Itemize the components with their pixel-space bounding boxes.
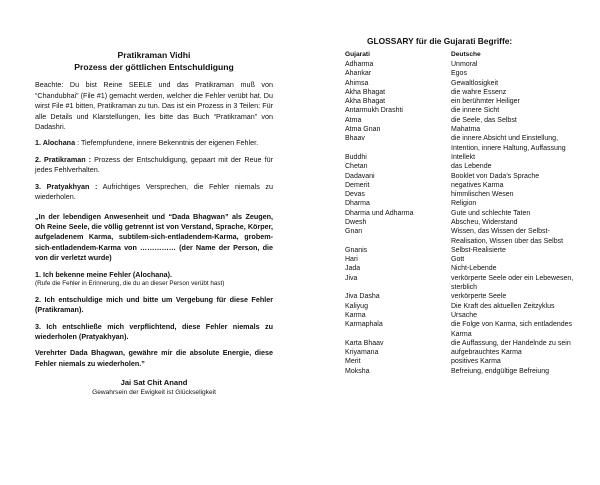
prayer-closing: Verehrter Dada Bhagwan, gewähre mir die absolute Energie, diese Fehler niemals zu wiederholen.” xyxy=(35,348,273,368)
step-pratikraman xyxy=(35,155,273,176)
glossary-definition: die Folge von Karma, sich entladendes Karma xyxy=(451,321,573,338)
intro-paragraph: Beachte: Du bist Reine SEELE und das Pratikraman muß von “Chandubhai” (File #1) gemacht werden, welcher die Fehler verübt hat. Du wirst File #1 bitten, Pratikraman zu tun. Das ist ein Prozess in 3 Teilen: Für alle Details und Klarstellungen, lies bitte das Buch “Pratikraman” von Dadashri. xyxy=(35,80,273,131)
glossary-row xyxy=(345,172,575,181)
glossary-term: Merit xyxy=(345,358,361,366)
glossary-definition: die Auffassung, der Handelnde zu sein xyxy=(451,339,571,347)
glossary-definition: Gute und schlechte Taten xyxy=(451,209,531,217)
glossary-term: Kaliyug xyxy=(345,302,368,310)
step-term: 2. Pratikraman : xyxy=(35,154,92,164)
glossary-term: Jiva xyxy=(345,274,358,282)
glossary-row xyxy=(345,153,575,162)
glossary-term: Ahankar xyxy=(345,70,372,78)
step-text: Aufrichtiges Versprechen, die Fehler niemals zu wiederholen. xyxy=(35,181,274,202)
glossary-definition: Booklet von Dada’s Sprache xyxy=(451,172,540,180)
glossary-definition: die Seele, das Selbst xyxy=(451,116,517,124)
glossary-header-def: Deutsche xyxy=(451,51,481,59)
step-alochana xyxy=(35,138,273,148)
pratikraman-subtitle: Prozess der göttlichen Entschuldigung xyxy=(74,61,234,72)
glossary-term: Chetan xyxy=(345,163,368,171)
glossary-term: Adharma xyxy=(345,60,374,68)
glossary-definition: Befreiung, endgültige Befreiung xyxy=(451,367,550,375)
glossary-row xyxy=(345,190,575,199)
glossary-definition: aufgebrauchtes Karma xyxy=(451,349,522,357)
glossary-row xyxy=(345,134,575,153)
glossary-definition: Abscheu, Widerstand xyxy=(451,218,518,226)
glossary-row xyxy=(345,274,575,293)
glossary-row xyxy=(345,255,575,264)
glossary-term: Karta Bhaav xyxy=(345,339,384,347)
glossary-list xyxy=(345,60,575,376)
step-text: Prozess der Entschuldigung, gepaart mit der Reue für jedes Fehlverhalten. xyxy=(35,154,273,175)
glossary-definition: die innere Absicht und Einstellung, Intention, innere Haltung, Auffassung xyxy=(451,135,566,152)
glossary-row xyxy=(345,367,575,376)
glossary-definition: Wissen, das Wissen der Selbst-Realisation, Wissen über das Selbst xyxy=(451,228,564,245)
glossary-definition: die wahre Essenz xyxy=(451,88,507,96)
glossary-definition: positives Karma xyxy=(451,358,501,366)
prayer-confess xyxy=(35,270,273,289)
glossary-term: Dwesh xyxy=(345,218,367,226)
glossary-term: Devas xyxy=(345,191,365,199)
glossary-row xyxy=(345,311,575,320)
glossary-term: Demerit xyxy=(345,181,370,189)
glossary-row xyxy=(345,227,575,246)
prayer-confess-note: (Rufe die Fehler in Erinnerung, die du an dieser Person verübt hast) xyxy=(35,280,225,288)
glossary-row xyxy=(345,302,575,311)
prayer-apologize: 2. Ich entschuldige mich und bitte um Vergebung für diese Fehler (Pratikraman). xyxy=(35,294,273,315)
glossary-term: Akha Bhagat xyxy=(345,88,386,96)
glossary-row xyxy=(345,320,575,339)
glossary-definition: negatives Karma xyxy=(451,181,504,189)
glossary-term: Antarmukh Drashti xyxy=(345,107,403,115)
step-term: 1. Alochana xyxy=(35,138,76,148)
glossary-row xyxy=(345,116,575,125)
glossary-row xyxy=(345,106,575,115)
glossary-row xyxy=(345,181,575,190)
glossary-term: Atma xyxy=(345,116,362,124)
glossary-definition: himmlischen Wesen xyxy=(451,191,514,199)
glossary-term: Kriyamana xyxy=(345,349,379,357)
jai-subtitle: Gewahrsein der Ewigkeit ist Glückseligkeit xyxy=(92,389,216,397)
glossary-row xyxy=(345,199,575,208)
glossary-definition: das Lebende xyxy=(451,163,492,171)
glossary-row xyxy=(345,339,575,348)
step-term: 3. Pratyakhyan : xyxy=(35,181,98,191)
glossary-row xyxy=(345,264,575,273)
glossary-title: GLOSSARY für die Gujarati Begriffe: xyxy=(367,36,513,46)
glossary-row xyxy=(345,69,575,78)
glossary-row xyxy=(345,162,575,171)
glossary-definition: Ursache xyxy=(451,311,478,319)
glossary-column xyxy=(345,36,575,376)
glossary-definition: Unmoral xyxy=(451,60,478,68)
glossary-term: Gnan xyxy=(345,228,363,236)
pratikraman-column xyxy=(35,48,273,398)
glossary-definition: Selbst-Realisierte xyxy=(451,246,506,254)
glossary-row xyxy=(345,79,575,88)
glossary-definition: Die Kraft des aktuellen Zeitzyklus xyxy=(451,302,555,310)
glossary-definition: verkörperte Seele xyxy=(451,293,507,301)
glossary-term: Bhaav xyxy=(345,135,365,143)
glossary-definition: Gott xyxy=(451,256,465,264)
glossary-row xyxy=(345,97,575,106)
glossary-row xyxy=(345,88,575,97)
glossary-definition: Gewaltlosigkeit xyxy=(451,79,499,87)
pratikraman-title: Pratikraman Vidhi xyxy=(117,50,191,60)
glossary-row xyxy=(345,348,575,357)
glossary-term: Ahimsa xyxy=(345,79,369,87)
jai-sat-chit-anand: Jai Sat Chit Anand xyxy=(120,378,188,388)
glossary-term: Gnanis xyxy=(345,246,368,254)
glossary-row xyxy=(345,209,575,218)
glossary-definition: verkörperte Seele oder ein Lebewesen, sterblich xyxy=(451,274,574,292)
glossary-definition: Mahatma xyxy=(451,126,481,134)
glossary-header-term: Gujarati xyxy=(345,51,370,59)
glossary-row xyxy=(345,246,575,255)
glossary-header-row xyxy=(345,51,575,60)
glossary-row xyxy=(345,292,575,301)
glossary-term: Moksha xyxy=(345,367,370,375)
glossary-definition: die innere Sicht xyxy=(451,107,500,115)
step-text: : Tiefempfundene, innere Bekenntnis der eigenen Fehler. xyxy=(75,138,259,148)
glossary-term: Atma Gnan xyxy=(345,126,381,134)
prayer-confess-text: 1. Ich bekenne meine Fehler (Alochana). xyxy=(35,269,173,279)
glossary-definition: ein berühmter Heiliger xyxy=(451,98,520,106)
glossary-row xyxy=(345,125,575,134)
glossary-row xyxy=(345,357,575,366)
glossary-term: Jada xyxy=(345,265,361,273)
glossary-term: Karma xyxy=(345,311,366,319)
glossary-row xyxy=(345,218,575,227)
glossary-term: Dharma und Adharma xyxy=(345,209,414,217)
glossary-term: Jiva Dasha xyxy=(345,293,380,301)
step-pratyakhyan xyxy=(35,182,273,203)
glossary-definition: Egos xyxy=(451,70,467,78)
glossary-term: Dadavani xyxy=(345,172,375,180)
glossary-term: Buddhi xyxy=(345,153,367,161)
glossary-definition: Intellekt xyxy=(451,153,476,161)
prayer-intro: „In der lebendigen Anwesenheit und “Dada Bhagwan” als Zeugen, Oh Reine Seele, die völlig getrennt ist von Verstand, Sprache, Körper, aufgeladenem Karma, subtilem-sich-entladendem-Karma, grobem-sich-entladendem-Karma von …………… (der Name der Person, die von dir verletzt wurde) xyxy=(35,211,273,263)
prayer-promise: 3. Ich entschließe mich verpflichtend, diese Fehler niemals zu wiederholen (Pratyakhyan). xyxy=(35,321,273,341)
glossary-term: Karmaphala xyxy=(345,321,383,329)
glossary-term: Akha Bhagat xyxy=(345,98,386,106)
glossary-definition: Religion xyxy=(451,200,477,208)
glossary-definition: Nicht-Lebende xyxy=(451,265,497,273)
glossary-term: Dharma xyxy=(345,200,370,208)
glossary-row xyxy=(345,60,575,69)
glossary-term: Hari xyxy=(345,256,358,264)
